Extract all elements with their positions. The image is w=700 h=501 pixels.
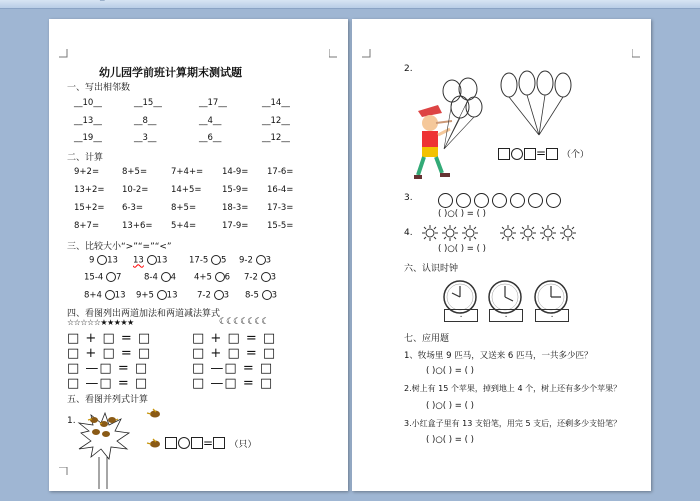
compare-item (245, 290, 277, 301)
crop-mark-icon (362, 49, 371, 58)
clock-answer-box[interactable]: : (444, 309, 478, 322)
crop-mark-icon (329, 49, 338, 58)
calc-item: 10-2= (122, 185, 149, 195)
equation-blank[interactable]: □ + □ = □ (192, 331, 277, 346)
calc-item: 15-5= (267, 221, 294, 231)
compare-item (239, 255, 271, 266)
question-number: 3. (404, 193, 413, 203)
neighbor-item: __3__ (134, 133, 157, 143)
section-7-heading: 七、应用题 (404, 334, 450, 344)
compare-left: 9+5 (136, 290, 154, 301)
answer-blanks[interactable]: ( )○( ) = ( ) (438, 244, 486, 254)
calc-item: 7+4+= (171, 167, 204, 177)
answer-box[interactable] (498, 148, 510, 160)
compare-item (89, 255, 118, 266)
answer-box[interactable] (191, 437, 203, 449)
equation-blank[interactable]: □ + □ = □ (67, 346, 152, 361)
sun-icon (520, 225, 536, 241)
neighbor-item: __6__ (199, 133, 222, 143)
calc-item: 5+4= (171, 221, 197, 231)
compare-left: 8-5 (245, 290, 259, 301)
word-problem-2: 2.树上有 15 个苹果，掉到地上 4 个，树上还有多少个苹果？ (404, 384, 622, 393)
compare-right: 3 (223, 290, 230, 301)
compare-right: 7 (116, 272, 122, 283)
calc-item: 8+7= (74, 221, 100, 231)
answer-blanks[interactable]: ( )○( ) = ( ) (438, 209, 486, 219)
calc-item: 15+2= (74, 203, 105, 213)
calc-item: 17-3= (267, 203, 294, 213)
bird-icon (145, 437, 163, 451)
equation-blank[interactable]: □ —□ = □ (192, 376, 274, 391)
neighbor-item: __12__ (262, 116, 290, 126)
neighbor-item: __8__ (134, 116, 157, 126)
compare-item (189, 255, 226, 266)
compare-item (84, 290, 125, 301)
compare-item (136, 290, 177, 301)
page-right (352, 19, 651, 491)
section-6-heading: 六、认识时钟 (404, 264, 459, 274)
compare-left: 7-2 (197, 290, 211, 301)
compare-left: 17-5 (189, 255, 209, 266)
compare-left: 4+5 (194, 272, 212, 283)
unit-label: （个） (561, 150, 589, 160)
operator-circle[interactable] (178, 437, 190, 449)
word-problem-3: 3.小红盒子里有 13 支铅笔，用完 5 支后，还剩多少支铅笔？ (404, 419, 622, 428)
clock-answer-box[interactable]: : (535, 309, 569, 322)
compare-circle[interactable] (211, 255, 221, 265)
circle-group (438, 190, 561, 209)
calc-item: 13+6= (122, 221, 153, 231)
stars-figure: ☆☆☆☆☆★★★★★ (67, 318, 134, 327)
answer-box[interactable] (546, 148, 558, 160)
answer-box[interactable] (165, 437, 177, 449)
sun-icon (422, 225, 438, 241)
compare-item (197, 290, 229, 301)
compare-left: 7-2 (244, 272, 258, 283)
calc-item: 14-9= (222, 167, 249, 177)
compare-right: 13 (166, 290, 178, 301)
ribbon-edge (0, 0, 700, 9)
compare-right: 6 (224, 272, 231, 283)
compare-right: 13 (156, 255, 168, 266)
answer-equation[interactable] (498, 146, 589, 160)
compare-circle[interactable] (261, 272, 271, 282)
doc-title: 幼儿园学前班计算期末测试题 (99, 66, 242, 79)
equals-sign: = (203, 436, 214, 450)
unit-label: （只） (229, 440, 257, 450)
calc-item: 17-6= (267, 167, 294, 177)
neighbor-item: __14__ (262, 98, 290, 108)
answer-blanks[interactable]: ( )○( ) = ( ) (426, 401, 474, 411)
answer-equation[interactable] (165, 435, 257, 451)
sun-icon (540, 225, 556, 241)
compare-circle[interactable] (256, 255, 266, 265)
crop-mark-icon (632, 49, 641, 58)
section-2-heading: 二、计算 (67, 153, 104, 163)
compare-item (194, 272, 230, 283)
answer-box[interactable] (213, 437, 225, 449)
neighbor-item: __19__ (74, 133, 102, 143)
compare-circle[interactable] (105, 290, 115, 300)
compare-right: 5 (221, 255, 227, 266)
section-3-heading: 三、比较大小“>”“=”“<” (67, 242, 172, 252)
compare-circle[interactable] (147, 255, 157, 265)
section-1-heading: 一、写出相邻数 (67, 83, 131, 93)
equation-blank[interactable]: □ + □ = □ (192, 346, 277, 361)
compare-circle[interactable] (106, 272, 116, 282)
neighbor-item: __4__ (199, 116, 222, 126)
page-left (49, 19, 348, 491)
crop-mark-icon (59, 49, 68, 58)
moons-figure: ☾☾☾☾☾☾☾ (219, 317, 269, 327)
compare-item (144, 272, 176, 283)
crop-mark-icon (59, 467, 68, 476)
bird-icon (145, 407, 163, 421)
compare-right: 13 (107, 255, 118, 266)
balloon-icon (495, 69, 590, 139)
calc-item: 8+5= (122, 167, 148, 177)
calc-item: 16-4= (267, 185, 294, 195)
sun-icon (560, 225, 576, 241)
compare-right: 3 (265, 255, 272, 266)
section-4-heading: 四、看图列出两道加法和两道减法算式 (67, 309, 221, 319)
neighbor-item: __10__ (74, 98, 102, 108)
neighbor-item: __13__ (74, 116, 102, 126)
compare-left: 8-4 (144, 272, 158, 283)
word-problem-1: 1、牧场里 9 匹马，又送来 6 匹马，一共多少匹？ (404, 351, 593, 361)
calc-item: 13+2= (74, 185, 105, 195)
calc-item: 18-3= (222, 203, 249, 213)
compare-left: 8+4 (84, 290, 102, 301)
calc-item: 17-9= (222, 221, 249, 231)
sun-row (420, 223, 580, 243)
neighbor-item: __15__ (134, 98, 162, 108)
equation-blank[interactable]: □ —□ = □ (192, 361, 274, 376)
compare-right: 3 (271, 290, 278, 301)
compare-right: 4 (170, 272, 177, 283)
section-5-heading: 五、看图并列式计算 (67, 395, 149, 405)
compare-circle[interactable] (97, 255, 107, 265)
question-number: 4. (404, 228, 413, 238)
compare-left: 9-2 (239, 255, 253, 266)
calc-item: 6-3= (122, 203, 144, 213)
equation-blank[interactable]: □ —□ = □ (67, 361, 149, 376)
calc-item: 8+5= (171, 203, 197, 213)
compare-circle[interactable] (214, 290, 224, 300)
neighbor-item: __12__ (262, 133, 290, 143)
compare-item (84, 272, 121, 283)
compare-circle[interactable] (262, 290, 272, 300)
sun-icon (462, 225, 478, 241)
neighbor-item: __17__ (199, 98, 227, 108)
compare-right: 13 (114, 290, 126, 301)
answer-box[interactable] (524, 148, 536, 160)
operator-circle[interactable] (511, 148, 523, 160)
sun-icon (442, 225, 458, 241)
compare-left: 9 (89, 255, 95, 266)
calc-item: 15-9= (222, 185, 249, 195)
compare-item (244, 272, 276, 283)
ribbon-tab-fragment: ▔ (100, 0, 105, 7)
balloon-icon (440, 77, 485, 157)
equals-sign: = (536, 146, 547, 160)
calc-item: 9+2= (74, 167, 100, 177)
equation-blank[interactable]: □ + □ = □ (67, 331, 152, 346)
sun-icon (500, 225, 516, 241)
answer-blanks[interactable]: ( )○( ) = ( ) (426, 366, 474, 376)
question-number: 2. (404, 64, 413, 74)
compare-left: 13 (133, 255, 144, 266)
compare-right: 3 (270, 272, 277, 283)
answer-blanks[interactable]: ( )○( ) = ( ) (426, 435, 474, 445)
compare-circle[interactable] (215, 272, 225, 282)
equation-blank[interactable]: □ —□ = □ (67, 376, 149, 391)
compare-left: 15-4 (84, 272, 104, 283)
question-number: 1. (67, 416, 76, 426)
compare-item (133, 255, 167, 266)
calc-item: 14+5= (171, 185, 202, 195)
bird-group-icon (86, 414, 121, 444)
compare-circle[interactable] (157, 290, 167, 300)
compare-circle[interactable] (161, 272, 171, 282)
clock-answer-box[interactable]: : (489, 309, 523, 322)
